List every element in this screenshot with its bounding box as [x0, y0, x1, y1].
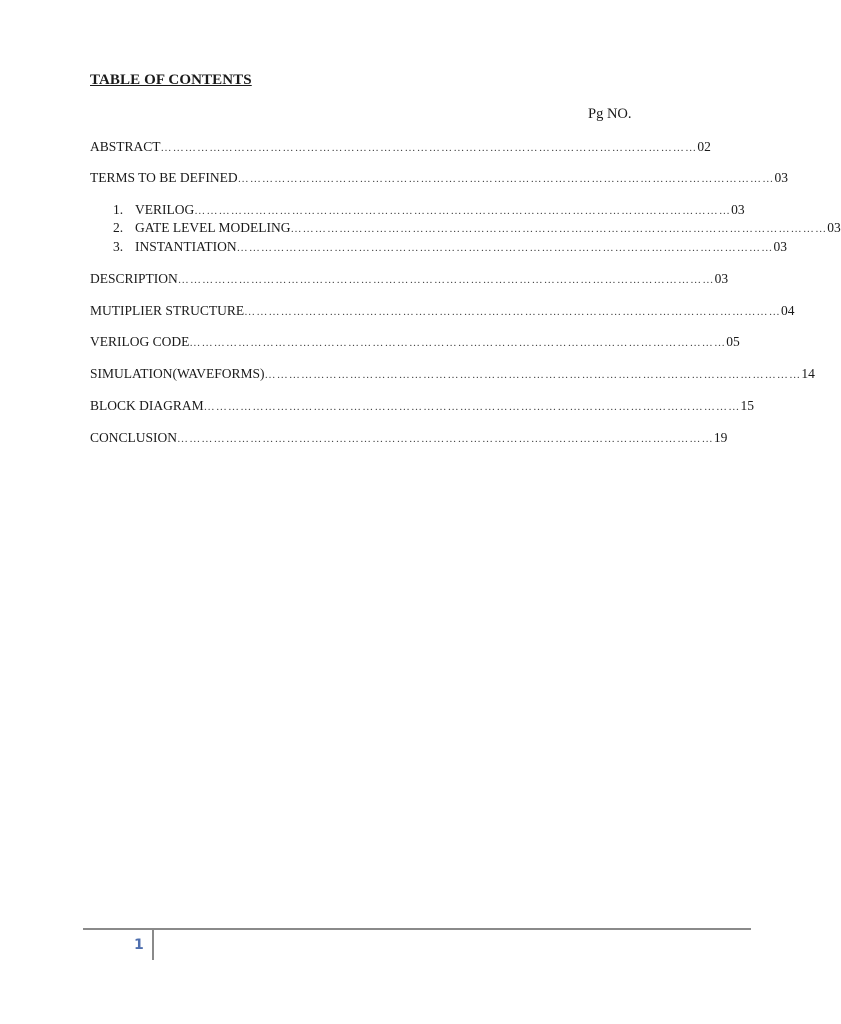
- page-number-column-header: Pg NO.: [588, 106, 632, 122]
- page-title: TABLE OF CONTENTS: [90, 72, 252, 88]
- toc-entry-page: 03: [714, 271, 729, 286]
- toc-entry-label: INSTANTIATION: [135, 239, 237, 254]
- dot-leader: ……………………………………………………………………………………………………………………: [177, 433, 714, 445]
- footer-rule: [83, 928, 751, 930]
- dot-leader: ……………………………………………………………………………………………………………………: [236, 242, 774, 254]
- toc-entry-abstract[interactable]: [90, 139, 711, 156]
- toc-entry-page: 02: [697, 139, 711, 154]
- toc-entry-page: 03: [827, 220, 841, 235]
- toc-subentry-verilog[interactable]: [113, 202, 745, 219]
- toc-entry-label: TERMS TO BE DEFINED: [90, 170, 238, 185]
- toc-entry-page: 03: [731, 202, 745, 217]
- toc-entry-page: 19: [713, 430, 728, 445]
- toc-subentry-gate-level-modeling[interactable]: [113, 220, 841, 237]
- dot-leader: ……………………………………………………………………………………………………………………: [203, 401, 741, 413]
- toc-entry-page: 03: [774, 170, 788, 185]
- dot-leader: ……………………………………………………………………………………………………………………: [160, 142, 698, 154]
- toc-entry-label: GATE LEVEL MODELING: [135, 220, 291, 235]
- toc-entry-simulation-waveforms[interactable]: [90, 366, 815, 383]
- toc-entry-description[interactable]: [90, 271, 729, 288]
- toc-entry-label: VERILOG: [135, 202, 195, 217]
- toc-entry-label: ABSTRACT: [90, 139, 161, 154]
- toc-entry-page: 03: [773, 239, 787, 254]
- toc-entry-label: CONCLUSION: [90, 430, 178, 445]
- toc-entry-number: 3.: [113, 239, 124, 254]
- toc-entry-label: SIMULATION(WAVEFORMS): [90, 366, 265, 381]
- toc-entry-multiplier-structure[interactable]: [90, 303, 795, 320]
- footer-page-number: 1: [134, 937, 144, 953]
- dot-leader: ……………………………………………………………………………………………………………………: [244, 306, 781, 318]
- toc-entry-label: DESCRIPTION: [90, 271, 178, 286]
- toc-entry-verilog-code[interactable]: [90, 334, 740, 351]
- toc-entry-page: 15: [740, 398, 754, 413]
- dot-leader: ……………………………………………………………………………………………………………………: [237, 173, 775, 185]
- dot-leader: ……………………………………………………………………………………………………………………: [189, 337, 727, 349]
- toc-entry-page: 14: [801, 366, 815, 381]
- dot-leader: ……………………………………………………………………………………………………………………: [290, 223, 828, 235]
- toc-entry-label: VERILOG CODE: [90, 334, 190, 349]
- dot-leader: ……………………………………………………………………………………………………………………: [177, 274, 715, 286]
- toc-entry-conclusion[interactable]: [90, 430, 728, 447]
- footer-divider: [152, 930, 154, 960]
- toc-entry-page: 05: [726, 334, 740, 349]
- toc-subentry-instantiation[interactable]: [113, 239, 787, 256]
- toc-entry-block-diagram[interactable]: [90, 398, 754, 415]
- toc-entry-page: 04: [780, 303, 795, 318]
- toc-entry-label: MUTIPLIER STRUCTURE: [90, 303, 245, 318]
- dot-leader: ……………………………………………………………………………………………………………………: [264, 369, 802, 381]
- toc-entry-number: 2.: [113, 220, 124, 235]
- toc-entry-label: BLOCK DIAGRAM: [90, 398, 204, 413]
- toc-entry-number: 1.: [113, 202, 124, 217]
- toc-entry-terms-to-be-defined[interactable]: [90, 170, 788, 187]
- dot-leader: ……………………………………………………………………………………………………………………: [194, 205, 732, 217]
